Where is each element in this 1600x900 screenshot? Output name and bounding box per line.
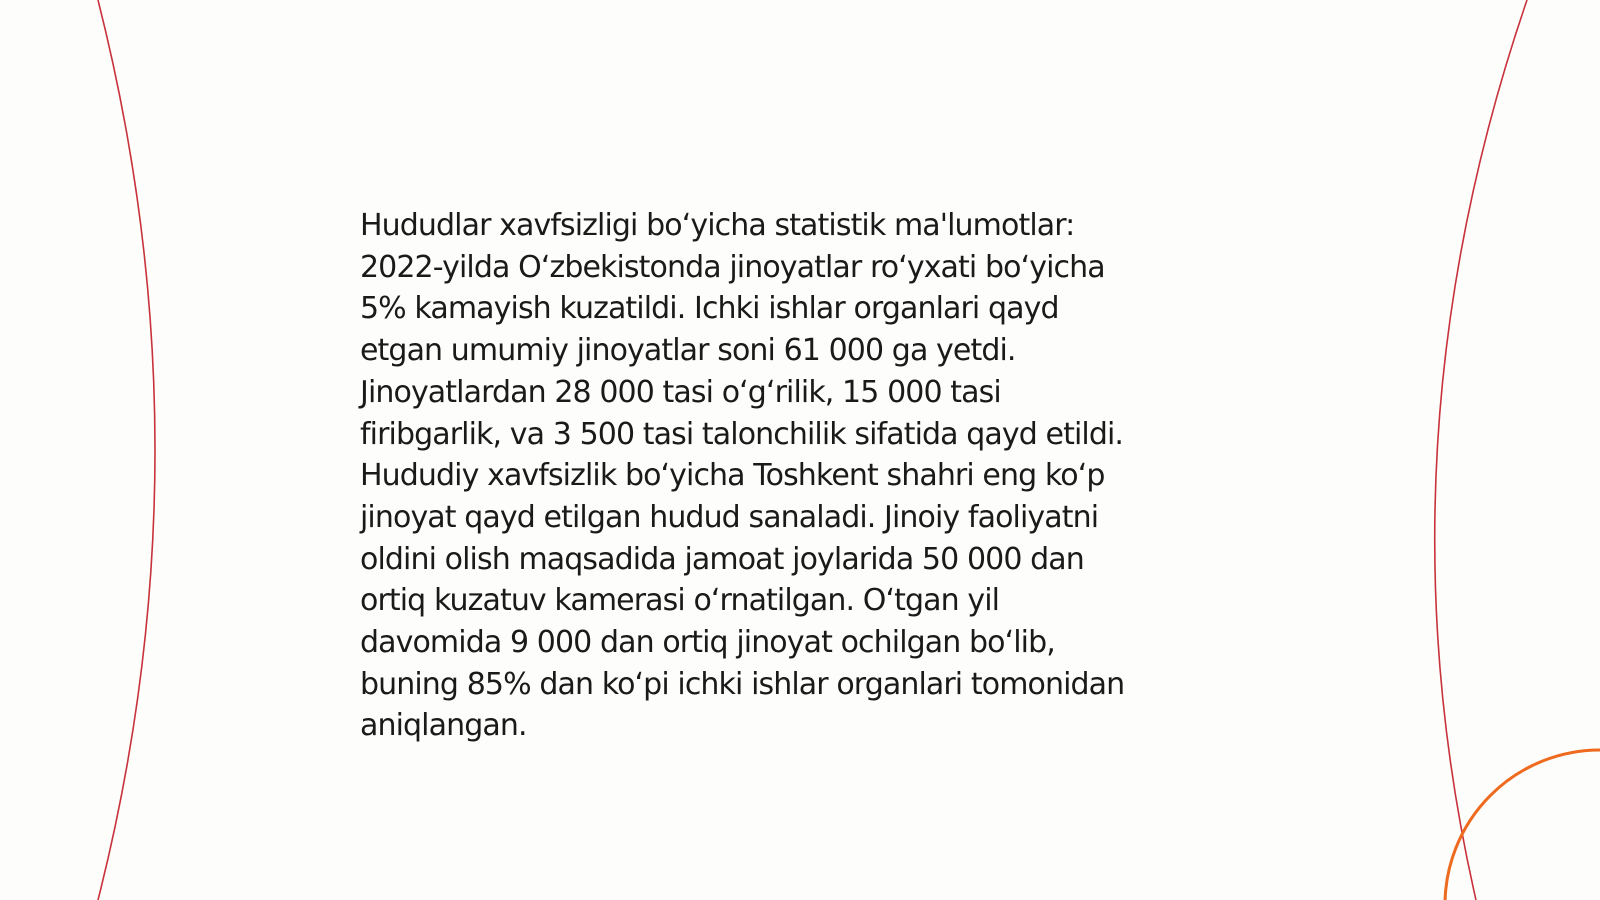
paragraph-line: Hududlar xavfsizligi bo‘yicha statistik ma'lumotlar:: [360, 208, 1075, 243]
left-curve-line: [98, 0, 155, 900]
paragraph-line: oldini olish maqsadida jamoat joylarida 50 000 dan: [360, 541, 1084, 577]
paragraph-line: aniqlangan.: [360, 708, 527, 744]
orange-arc: [1445, 750, 1600, 900]
paragraph-line: davomida 9 000 dan ortiq jinoyat ochilgan bo‘lib,: [360, 625, 1055, 661]
statistics-paragraph: [360, 205, 1260, 747]
right-curve-line: [1435, 0, 1527, 900]
paragraph-line: jinoyat qayd etilgan hudud sanaladi. Jinoiy faoliyatni: [360, 499, 1099, 535]
paragraph-line: 2022-yilda O‘zbekistonda jinoyatlar ro‘yxati bo‘yicha: [360, 249, 1105, 285]
paragraph-line: 5% kamayish kuzatildi. Ichki ishlar organlari qayd: [360, 291, 1059, 327]
paragraph-line: ortiq kuzatuv kamerasi o‘rnatilgan. O‘tgan yil: [360, 583, 1000, 619]
paragraph-line: Hududiy xavfsizlik bo‘yicha Toshkent shahri eng ko‘p: [360, 458, 1105, 494]
paragraph-line: firibgarlik, va 3 500 tasi talonchilik sifatida qayd etildi.: [360, 416, 1124, 452]
paragraph-line: etgan umumiy jinoyatlar soni 61 000 ga yetdi.: [360, 333, 1016, 369]
paragraph-line: Jinoyatlardan 28 000 tasi o‘g‘rilik, 15 000 tasi: [360, 374, 1001, 410]
paragraph-line: buning 85% dan ko‘pi ichki ishlar organlari tomonidan: [360, 666, 1125, 702]
